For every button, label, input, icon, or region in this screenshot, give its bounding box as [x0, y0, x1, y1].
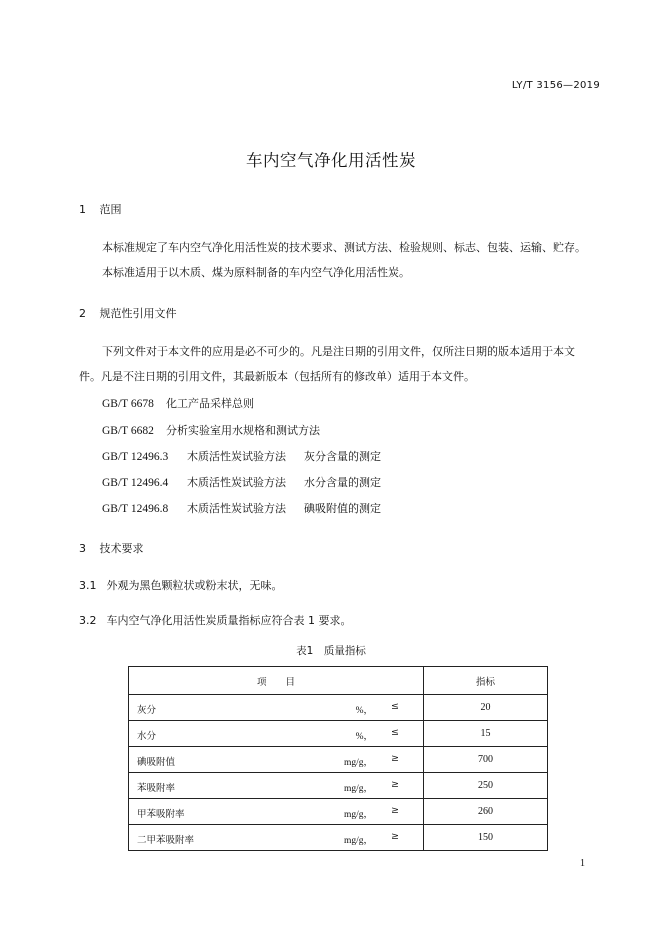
item-name: 甲苯吸附率 — [137, 809, 185, 820]
item-cell — [129, 825, 424, 851]
scope-paragraph-2: 本标准适用于以木质、煤为原料制备的车内空气净化用活性炭。 — [102, 266, 410, 279]
item-unit: mg/g， — [343, 836, 373, 846]
subsection-3-1 — [79, 577, 283, 593]
table-row — [129, 695, 548, 721]
item-comparator: ≥ — [391, 779, 399, 790]
item-value: 260 — [424, 799, 548, 825]
reference-item — [102, 422, 320, 438]
reference-subtitle: 碘吸附值的测定 — [304, 502, 381, 515]
reference-item — [102, 395, 254, 411]
section-number: 2 — [79, 307, 86, 320]
item-comparator: ≥ — [391, 831, 399, 842]
item-unit: mg/g， — [343, 784, 373, 794]
reference-subtitle: 灰分含量的测定 — [304, 450, 381, 463]
item-unit: %， — [355, 732, 373, 742]
subsection-text: 车内空气净化用活性炭质量指标应符合表 1 要求。 — [106, 614, 352, 627]
section-1-heading — [79, 201, 122, 217]
scope-paragraph-1: 本标准规定了车内空气净化用活性炭的技术要求、测试方法、检验规则、标志、包装、运输、贮存。 — [102, 241, 586, 254]
reference-item — [102, 448, 381, 464]
table-row — [129, 747, 548, 773]
section-title: 技术要求 — [99, 542, 144, 555]
item-comparator: ≥ — [391, 753, 399, 764]
header-item: 项 目 — [129, 667, 424, 695]
item-value: 250 — [424, 773, 548, 799]
item-cell — [129, 773, 424, 799]
reference-item — [102, 500, 381, 516]
subsection-3-2 — [79, 612, 352, 628]
section-2-heading — [79, 305, 177, 321]
section-number: 1 — [79, 203, 86, 216]
item-value: 15 — [424, 721, 548, 747]
quality-index-table — [128, 666, 548, 851]
item-value: 700 — [424, 747, 548, 773]
item-name: 碘吸附值 — [137, 757, 176, 768]
item-cell — [129, 799, 424, 825]
document-title: 车内空气净化用活性炭 — [246, 151, 416, 170]
table-row — [129, 799, 548, 825]
references-paragraph-line-1: 下列文件对于本文件的应用是必不可少的。凡是注日期的引用文件，仅所注日期的版本适用于本文 — [102, 345, 575, 358]
section-number: 3 — [79, 542, 86, 555]
item-unit: mg/g， — [343, 810, 373, 820]
item-name: 水分 — [137, 731, 157, 742]
reference-code: GB/T 6678 — [102, 398, 154, 410]
item-comparator: ≤ — [391, 701, 399, 712]
reference-title: 木质活性炭试验方法 — [187, 450, 286, 463]
item-value: 20 — [424, 695, 548, 721]
item-comparator: ≥ — [391, 805, 399, 816]
item-value: 150 — [424, 825, 548, 851]
reference-title: 木质活性炭试验方法 — [187, 476, 286, 489]
item-unit: mg/g， — [343, 758, 373, 768]
reference-title: 分析实验室用水规格和测试方法 — [166, 424, 320, 437]
table-caption: 表1 质量指标 — [296, 645, 366, 657]
standard-code: LY/T 3156—2019 — [511, 80, 600, 91]
reference-code: GB/T 6682 — [102, 425, 154, 437]
subsection-number: 3.2 — [79, 614, 97, 627]
subsection-number: 3.1 — [79, 579, 97, 592]
table-header-row — [129, 667, 548, 695]
item-unit: %， — [355, 706, 373, 716]
subsection-text: 外观为黑色颗粒状或粉末状，无味。 — [106, 579, 283, 592]
page-number: 1 — [580, 858, 585, 869]
table-row — [129, 773, 548, 799]
reference-title: 木质活性炭试验方法 — [187, 502, 286, 515]
table-row — [129, 825, 548, 851]
section-3-heading — [79, 540, 144, 556]
reference-code: GB/T 12496.4 — [102, 477, 169, 489]
header-value: 指标 — [424, 667, 548, 695]
item-name: 灰分 — [137, 705, 157, 716]
item-cell — [129, 747, 424, 773]
reference-title: 化工产品采样总则 — [166, 397, 254, 410]
item-cell — [129, 695, 424, 721]
section-title: 范围 — [99, 203, 122, 216]
references-paragraph-line-2: 件。凡是不注日期的引用文件，其最新版本（包括所有的修改单）适用于本文件。 — [79, 370, 475, 383]
item-name: 苯吸附率 — [137, 783, 176, 794]
item-comparator: ≤ — [391, 727, 399, 738]
table-row — [129, 721, 548, 747]
item-name: 二甲苯吸附率 — [137, 835, 195, 846]
section-title: 规范性引用文件 — [99, 307, 177, 320]
reference-code: GB/T 12496.8 — [102, 503, 169, 515]
reference-item — [102, 474, 381, 490]
reference-code: GB/T 12496.3 — [102, 451, 169, 463]
reference-subtitle: 水分含量的测定 — [304, 476, 381, 489]
item-cell — [129, 721, 424, 747]
